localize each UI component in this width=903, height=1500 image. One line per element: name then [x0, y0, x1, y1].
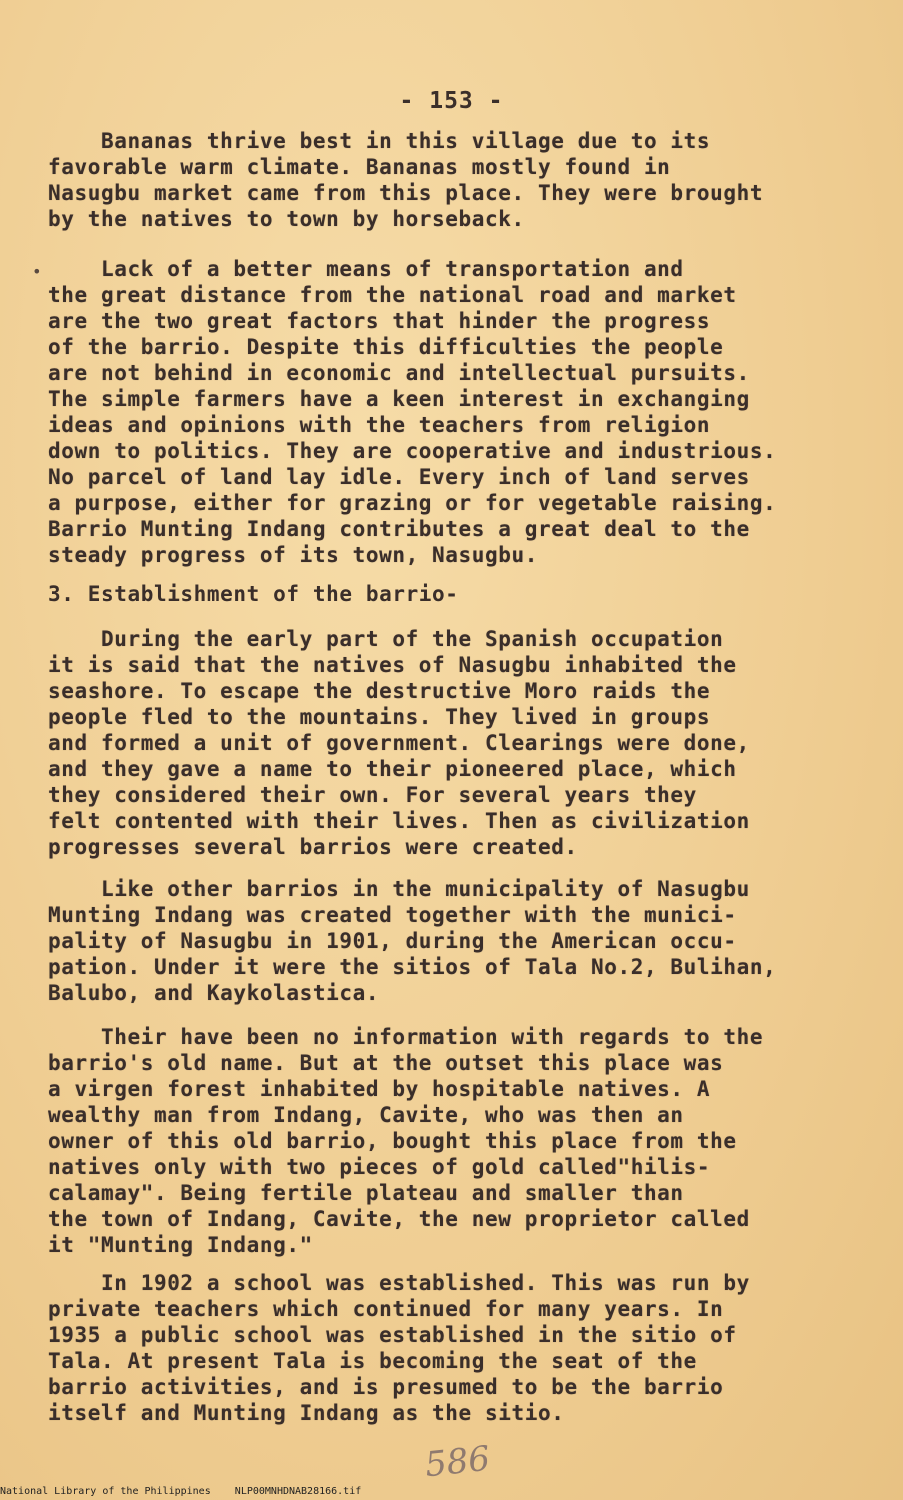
- handwritten-page-number: 586: [423, 1438, 492, 1486]
- margin-mark: •: [32, 262, 42, 281]
- paragraph-municipality: Like other barrios in the municipality of Nasugbu Munting Indang was created together with the munici- pality of Nasugbu in 1901, during the American occu- pation. Under it were the sitios of Tala No.2, Bulihan, Balubo, and Kaykolastica.: [48, 877, 777, 1005]
- paragraph-spanish-occupation: During the early part of the Spanish occupation it is said that the natives of Nasugbu inhabited the seashore. To escape the destructive Moro raids the people fled to the mountains. They lived in groups and formed a unit of government. Clearings were done, and they gave a name to their pioneered place, which they considered their own. For several years they felt contented with their lives. Then as civilization progresses several barrios were created.: [48, 627, 750, 859]
- paragraph-old-name: Their have been no information with regards to the barrio's old name. But at the outset this place was a virgen forest inhabited by hospitable natives. A wealthy man from Indang, Cavite, who was then an owner of this old barrio, bought this place from the natives only with two pieces of gold called"hilis- calamay". Being fertile plateau and smaller than the town of Indang, Cavite, the new proprietor called it "Munting Indang.": [48, 1025, 764, 1257]
- page-number: - 153 -: [399, 88, 504, 114]
- paragraph-transportation: Lack of a better means of transportation and the great distance from the national road and market are the two great factors that hinder the progress of the barrio. Despite this difficulties the people are not behind in economic and intellectual pursuits. The simple farmers have a keen interest in exchanging ideas and opinions with the teachers from religion down to politics. They are cooperative and industrious. No parcel of land lay idle. Every inch of land serves a purpose, either for grazing or for vegetable raising. Barrio Munting Indang contributes a great deal to the steady progress of its town, Nasugbu.: [48, 257, 777, 567]
- paragraph-bananas: Bananas thrive best in this village due to its favorable warm climate. Bananas mostly found in Nasugbu market came from this place. They were brought by the natives to town by horseback.: [48, 129, 764, 231]
- paragraph-school: In 1902 a school was established. This was run by private teachers which continued for many years. In 1935 a public school was established in the sitio of Tala. At present Tala is becoming the seat of the barrio activities, and is presumed to be the barrio itself and Munting Indang as the sitio.: [48, 1271, 750, 1425]
- footer-source: National Library of the Philippines NLP00MNHDNAB28166.tif: [0, 1486, 362, 1497]
- section-heading: 3. Establishment of the barrio-: [48, 582, 459, 606]
